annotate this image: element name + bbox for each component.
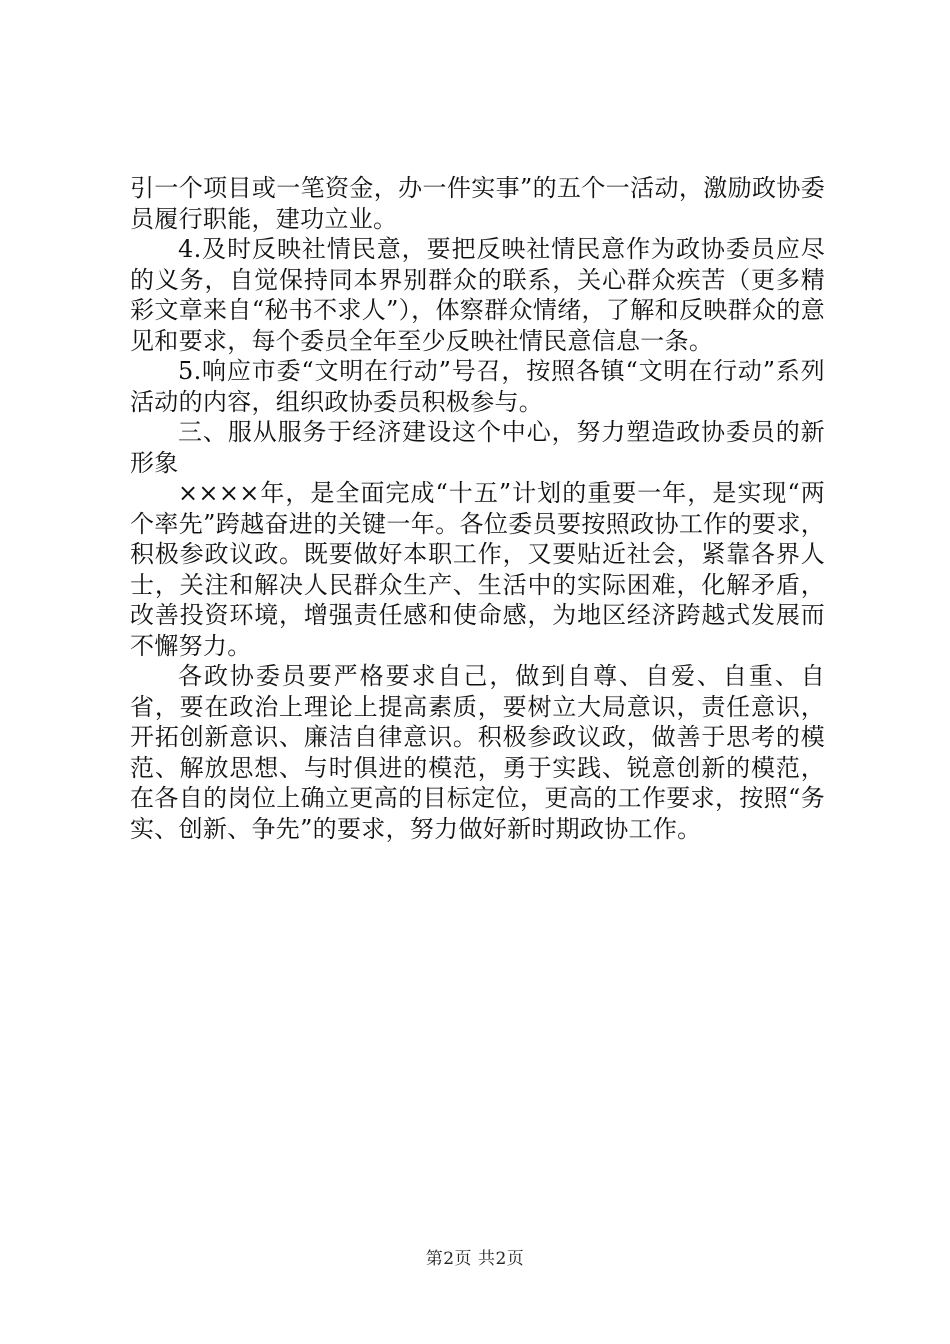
section-heading-3: 三、服从服务于经济建设这个中心，努力塑造政协委员的新形象	[130, 418, 825, 477]
page-footer	[0, 1244, 950, 1269]
paragraph-year-goals: ××××年，是全面完成“十五”计划的重要一年，是实现“两个率先”跨越奋进的关键一年。各位委员要按照政协工作的要求，积极参政议政。既要做好本职工作，又要贴近社会，紧靠各界人士，关注和解决人民群众生产、生活中的实际困难，化解矛盾，改善投资环境，增强责任感和使命感，为地区经济跨越式发展而不懈努力。	[130, 479, 825, 660]
paragraph-item-5: 5.响应市委“文明在行动”号召，按照各镇“文明在行动”系列活动的内容，组织政协委员积极参与。	[130, 357, 825, 416]
paragraph-member-requirements: 各政协委员要严格要求自己，做到自尊、自爱、自重、自省，要在政治上理论上提高素质，要树立大局意识，责任意识，开拓创新意识、廉洁自律意识。积极参政议政，做善于思考的模范、解放思想、与时俱进的模范，勇于实践、锐意创新的模范，在各自的岗位上确立更高的目标定位，更高的工作要求，按照“务实、创新、争先”的要求，努力做好新时期政协工作。	[130, 662, 825, 843]
document-body	[130, 173, 825, 844]
paragraph-item-4: 4.及时反映社情民意，要把反映社情民意作为政协委员应尽的义务，自觉保持同本界别群众的联系，关心群众疾苦（更多精彩文章来自“秘书不求人”），体察群众情绪，了解和反映群众的意见和要求，每个委员全年至少反映社情民意信息一条。	[130, 235, 825, 355]
paragraph-continuation: 引一个项目或一笔资金，办一件实事”的五个一活动，激励政协委员履行职能，建功立业。	[130, 174, 825, 233]
page-number-label: 第2页 共2页	[425, 1249, 525, 1269]
